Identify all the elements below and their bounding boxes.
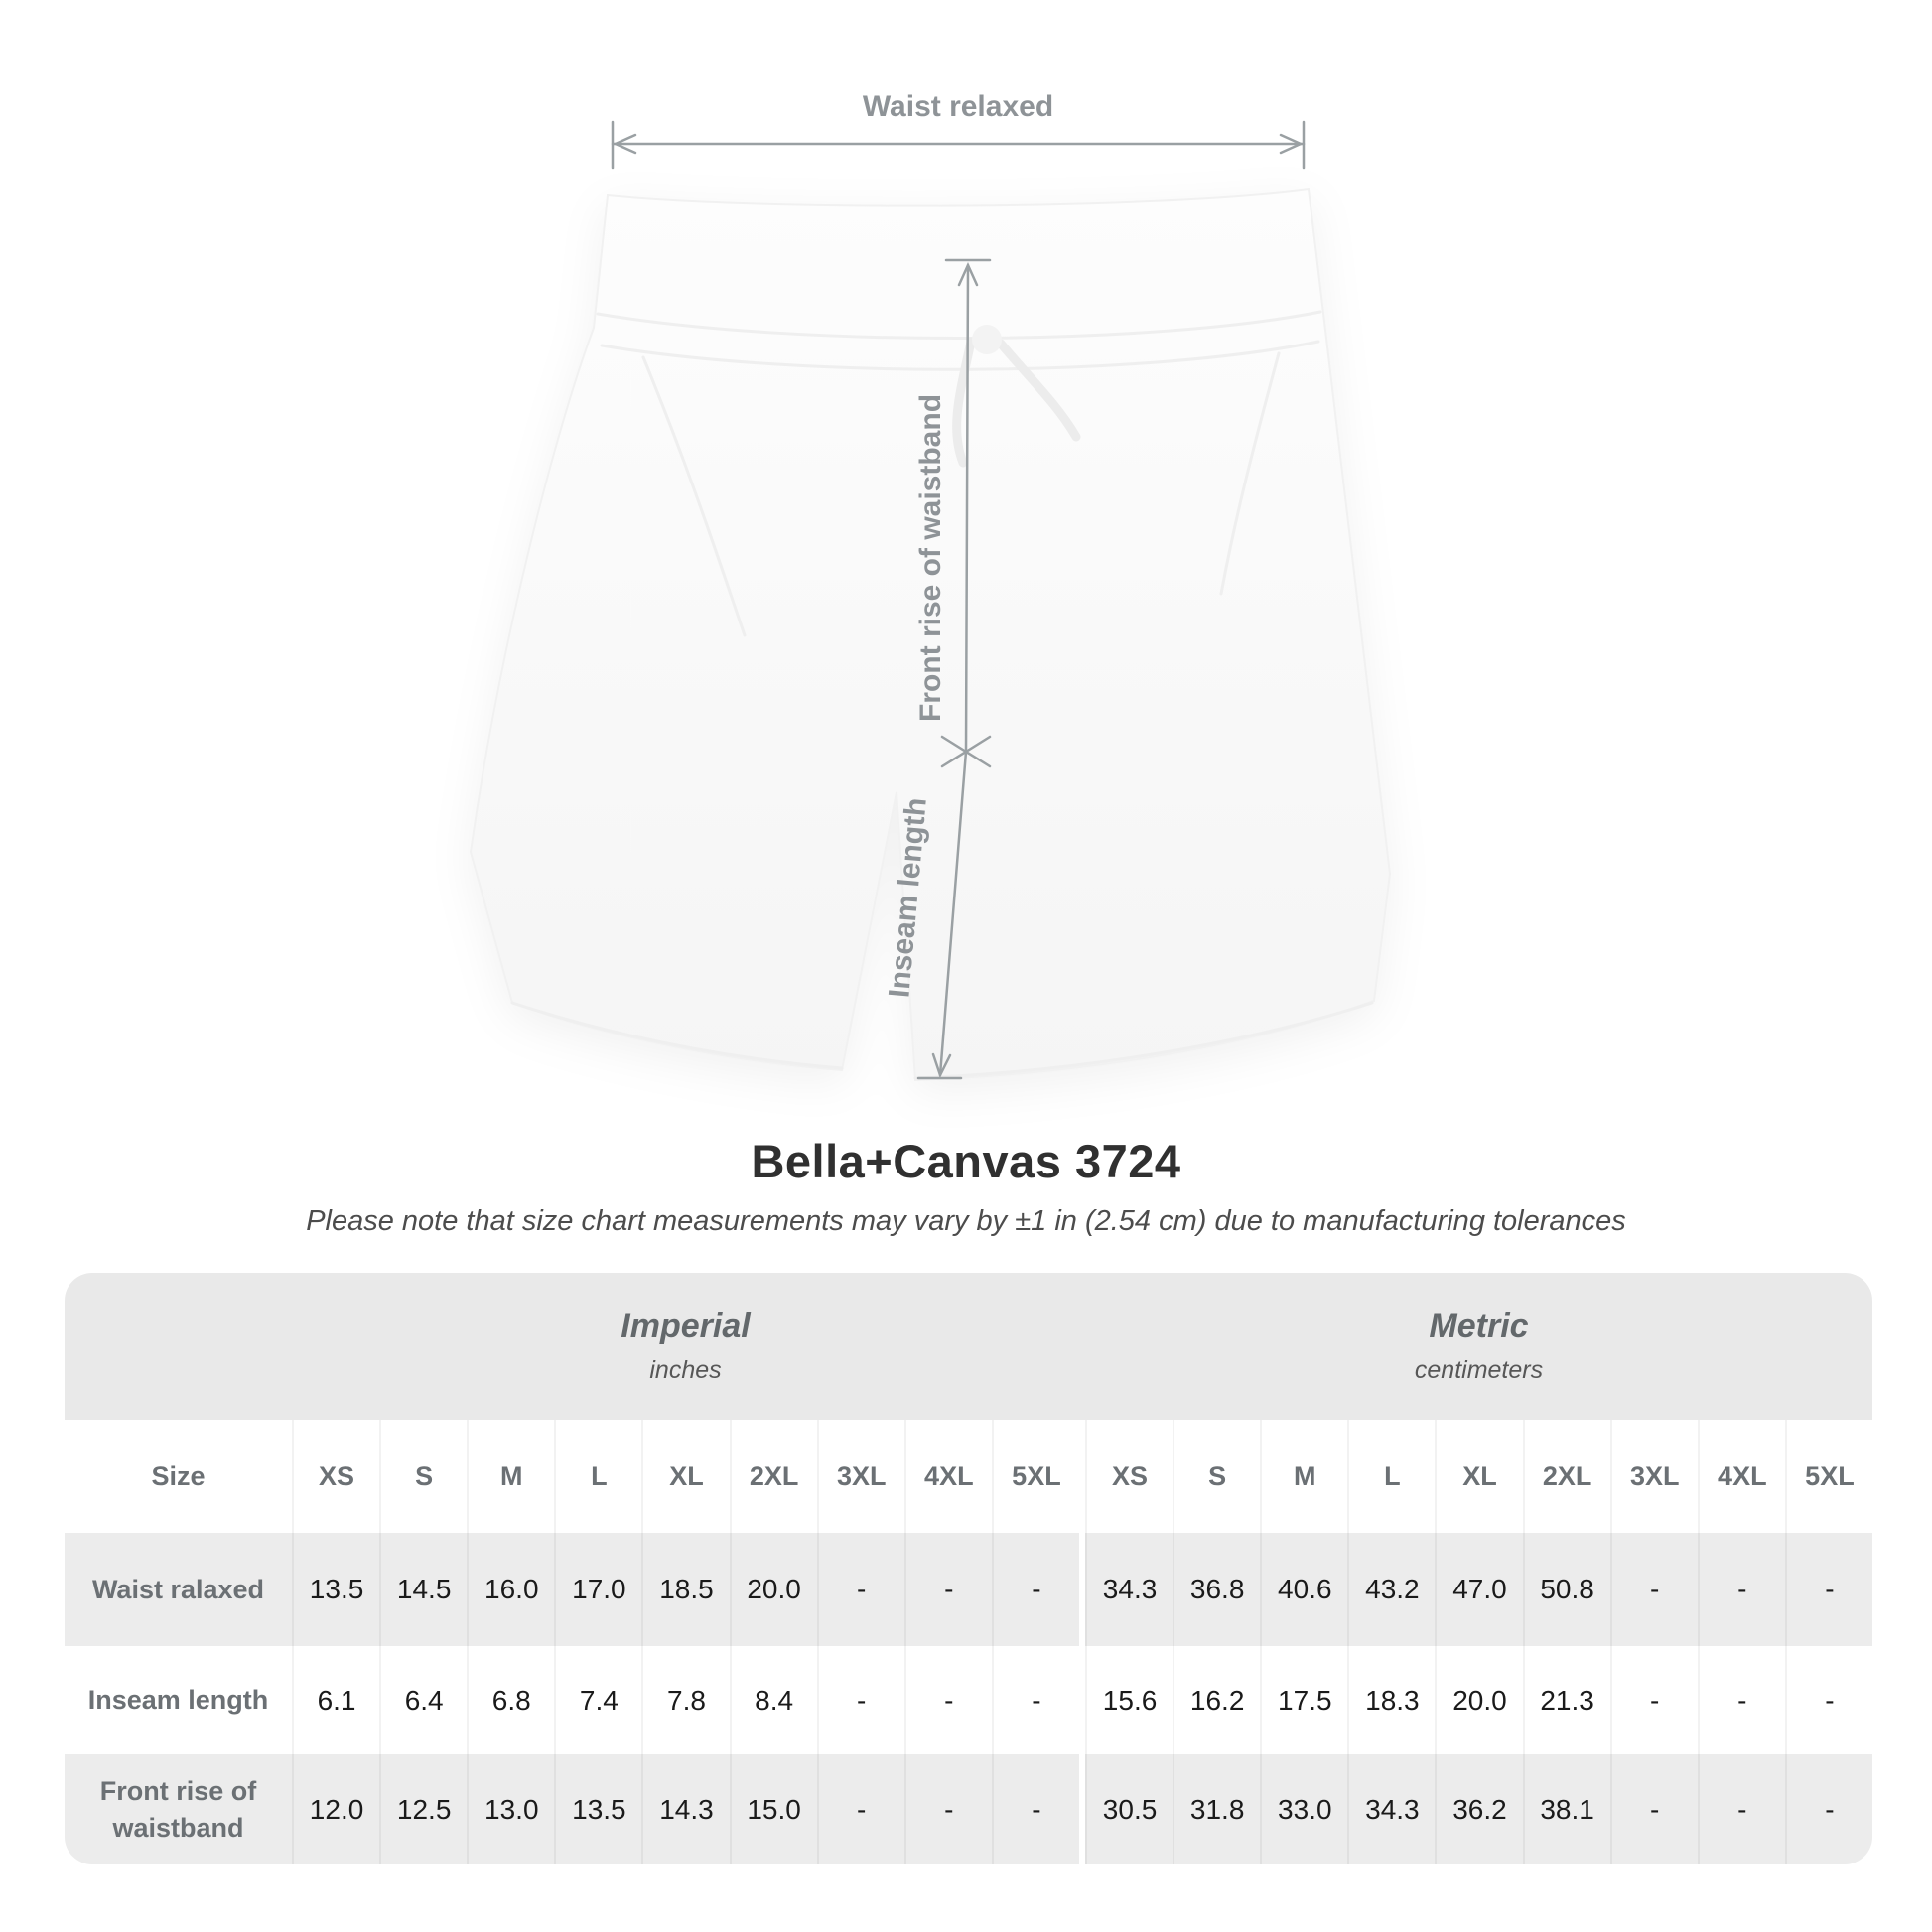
table-cell: 13.5 <box>292 1533 379 1646</box>
table-cell: 34.3 <box>1085 1533 1173 1646</box>
table-cell: 20.0 <box>730 1533 817 1646</box>
size-header-imperial-xs: XS <box>292 1420 379 1533</box>
table-cell: - <box>1610 1533 1698 1646</box>
table-cell: - <box>1785 1754 1872 1864</box>
table-cell: - <box>904 1754 992 1864</box>
table-cell: - <box>904 1533 992 1646</box>
size-header-metric-s: S <box>1173 1420 1260 1533</box>
table-cell: - <box>904 1646 992 1754</box>
band-corner-spacer <box>65 1273 292 1420</box>
table-cell: 15.6 <box>1085 1646 1173 1754</box>
table-cell: 40.6 <box>1260 1533 1347 1646</box>
size-header-imperial-xl: XL <box>641 1420 729 1533</box>
table-cell: - <box>992 1646 1079 1754</box>
table-cell: 31.8 <box>1173 1754 1260 1864</box>
row-label-waist: Waist ralaxed <box>65 1533 292 1646</box>
metric-band-label: Metric <box>1429 1308 1529 1345</box>
size-header-metric-5xl: 5XL <box>1785 1420 1872 1533</box>
imperial-band-label: Imperial <box>621 1308 751 1345</box>
table-cell: 21.3 <box>1523 1646 1610 1754</box>
table-cell: 17.0 <box>554 1533 641 1646</box>
size-chart-table <box>65 1273 1872 1864</box>
table-cell: 43.2 <box>1347 1533 1435 1646</box>
table-cell: 30.5 <box>1085 1754 1173 1864</box>
size-header-imperial-l: L <box>554 1420 641 1533</box>
size-header-imperial-3xl: 3XL <box>817 1420 904 1533</box>
table-cell: - <box>817 1646 904 1754</box>
table-cell: 12.5 <box>379 1754 467 1864</box>
table-cell: 12.0 <box>292 1754 379 1864</box>
table-cell: 50.8 <box>1523 1533 1610 1646</box>
table-cell: 13.5 <box>554 1754 641 1864</box>
table-cell: 13.0 <box>467 1754 554 1864</box>
row-label-inseam: Inseam length <box>65 1646 292 1754</box>
row-label-front-rise: Front rise of waistband <box>65 1754 292 1864</box>
table-cell: - <box>817 1754 904 1864</box>
tolerance-note: Please note that size chart measurements may vary by ±1 in (2.54 cm) due to manufacturing tolerances <box>306 1205 1626 1237</box>
imperial-band <box>292 1273 1079 1420</box>
table-cell: 36.8 <box>1173 1533 1260 1646</box>
table-cell: 16.2 <box>1173 1646 1260 1754</box>
table-cell: 36.2 <box>1435 1754 1522 1864</box>
size-header-imperial-s: S <box>379 1420 467 1533</box>
table-cell: 16.0 <box>467 1533 554 1646</box>
table-cell: - <box>992 1754 1079 1864</box>
size-header-imperial-m: M <box>467 1420 554 1533</box>
size-header-metric-xl: XL <box>1435 1420 1522 1533</box>
table-cell: 15.0 <box>730 1754 817 1864</box>
table-cell: 14.5 <box>379 1533 467 1646</box>
size-header-metric-m: M <box>1260 1420 1347 1533</box>
size-header-metric-3xl: 3XL <box>1610 1420 1698 1533</box>
table-cell: 7.4 <box>554 1646 641 1754</box>
table-cell: - <box>1698 1646 1785 1754</box>
waist-relaxed-annotation: Waist relaxed <box>862 90 1054 123</box>
product-title: Bella+Canvas 3724 <box>751 1135 1181 1187</box>
size-header-imperial-5xl: 5XL <box>992 1420 1079 1533</box>
table-cell: 20.0 <box>1435 1646 1522 1754</box>
table-cell: 38.1 <box>1523 1754 1610 1864</box>
title-block <box>0 1134 1932 1238</box>
table-cell: - <box>1785 1646 1872 1754</box>
size-header-metric-2xl: 2XL <box>1523 1420 1610 1533</box>
table-cell: - <box>1698 1754 1785 1864</box>
table-cell: - <box>1610 1754 1698 1864</box>
table-cell: 34.3 <box>1347 1754 1435 1864</box>
table-cell: 7.8 <box>641 1646 729 1754</box>
size-column-header: Size <box>65 1420 292 1533</box>
table-cell: 18.5 <box>641 1533 729 1646</box>
table-cell: 47.0 <box>1435 1533 1522 1646</box>
size-header-imperial-2xl: 2XL <box>730 1420 817 1533</box>
size-header-metric-4xl: 4XL <box>1698 1420 1785 1533</box>
table-cell: - <box>817 1533 904 1646</box>
table-cell: 6.4 <box>379 1646 467 1754</box>
front-rise-annotation: Front rise of waistband <box>914 393 947 723</box>
waist-measurement-arrow <box>613 122 1304 168</box>
table-cell: 6.1 <box>292 1646 379 1754</box>
table-cell: - <box>992 1533 1079 1646</box>
table-cell: 33.0 <box>1260 1754 1347 1864</box>
size-header-metric-xs: XS <box>1085 1420 1173 1533</box>
table-cell: - <box>1698 1533 1785 1646</box>
table-cell: 17.5 <box>1260 1646 1347 1754</box>
inseam-annotation: Inseam length <box>883 796 933 1000</box>
table-cell: 8.4 <box>730 1646 817 1754</box>
drawstring-knot <box>972 325 1002 354</box>
table-cell: 14.3 <box>641 1754 729 1864</box>
table-cell: - <box>1785 1533 1872 1646</box>
imperial-band-unit: inches <box>649 1356 722 1384</box>
table-cell: 6.8 <box>467 1646 554 1754</box>
size-header-metric-l: L <box>1347 1420 1435 1533</box>
metric-band <box>1085 1273 1872 1420</box>
size-header-imperial-4xl: 4XL <box>904 1420 992 1533</box>
metric-band-unit: centimeters <box>1414 1356 1544 1384</box>
table-cell: 18.3 <box>1347 1646 1435 1754</box>
table-cell: - <box>1610 1646 1698 1754</box>
